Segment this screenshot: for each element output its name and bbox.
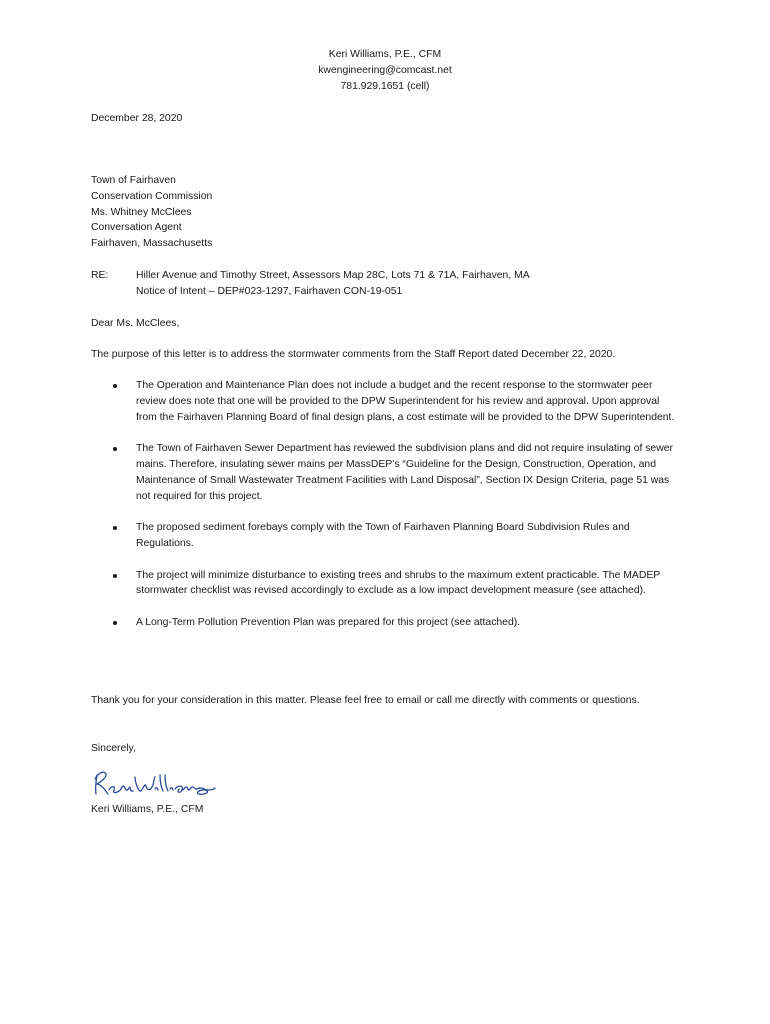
subject-text-2: Notice of Intent – DEP#023-1297, Fairhaven CON-19-051	[136, 285, 403, 297]
subject-label: RE:	[91, 270, 109, 281]
list-item	[91, 568, 681, 600]
recipient-line-5: Fairhaven, Massachusetts	[91, 238, 213, 250]
letterhead	[0, 47, 770, 94]
bullet-icon	[113, 574, 117, 578]
list-item	[91, 378, 681, 425]
subject-text-1: Hiller Avenue and Timothy Street, Assessors Map 28C, Lots 71 & 71A, Fairhaven, MA	[136, 270, 530, 281]
signer-name: Keri Williams, P.E., CFM	[91, 804, 204, 815]
intro-paragraph: The purpose of this letter is to address the stormwater comments from the Staff Report dated December 22, 2020.	[91, 349, 616, 360]
bullet-icon	[113, 526, 117, 530]
list-item	[91, 441, 681, 504]
list-item-text: A Long-Term Pollution Prevention Plan was prepared for this project (see attached).	[136, 616, 521, 628]
recipient-address	[91, 173, 691, 252]
handwritten-signature	[91, 765, 217, 801]
list-item-text: The proposed sediment forebays comply with the Town of Fairhaven Planning Board Subdivision Rules and Regulations.	[136, 522, 630, 549]
list-item-text: The Town of Fairhaven Sewer Department has reviewed the subdivision plans and did not require insulating of sewer mains. Therefore, insulating sewer mains per MassDEP’s “Guideline for the Design, Construction, Operation, and Maintenance of Small Wastewater Treatment Facilities with Land Disposal”, Section IX Design Criteria, page 51 was not required for this project.	[136, 443, 673, 502]
letterhead-email: kwengineering@comcast.net	[318, 64, 452, 76]
recipient-line-1: Town of Fairhaven	[91, 175, 176, 186]
letterhead-phone: 781.929.1651 (cell)	[340, 80, 430, 92]
letter-date: December 28, 2020	[91, 113, 183, 124]
subject-line	[91, 268, 691, 300]
recipient-line-4: Conversation Agent	[91, 222, 182, 234]
letterhead-name: Keri Williams, P.E., CFM	[328, 49, 442, 60]
list-item-text: The Operation and Maintenance Plan does not include a budget and the recent response to the stormwater peer review does note that one will be provided to the DPW Superintendent for his review and approval. Upon approval from the Fairhaven Planning Board of final design plans, a cost estimate will be provided to the DPW Superintendent.	[136, 380, 675, 423]
sign-off: Sincerely,	[91, 743, 136, 754]
bullet-icon	[113, 447, 117, 451]
closing-paragraph: Thank you for your consideration in this matter. Please feel free to email or call me directly with comments or questions.	[91, 695, 640, 706]
list-item-text: The project will minimize disturbance to existing trees and shrubs to the maximum extent practicable. The MADEP stormwater checklist was revised accordingly to exclude as a low impact development measure (see attached).	[136, 569, 660, 597]
list-item	[91, 520, 681, 552]
comment-response-list	[91, 378, 681, 647]
recipient-line-2: Conservation Commission	[91, 190, 213, 202]
salutation: Dear Ms. McClees,	[91, 318, 180, 329]
bullet-icon	[113, 621, 117, 625]
bullet-icon	[113, 384, 117, 388]
list-item	[91, 615, 681, 631]
recipient-line-3: Ms. Whitney McClees	[91, 206, 192, 218]
